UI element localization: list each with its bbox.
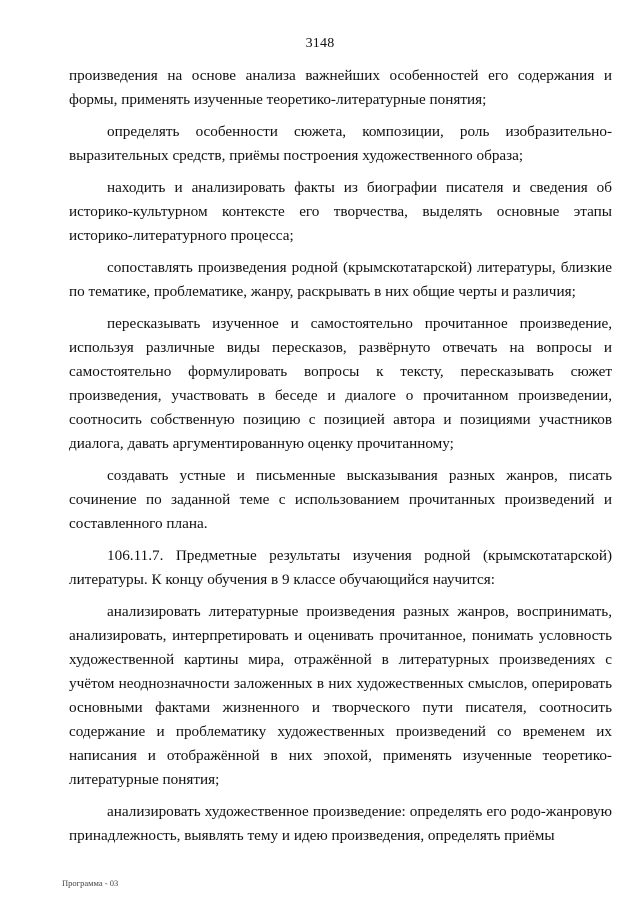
paragraph-compare-works: сопоставлять произведения родной (крымскотатарской) литературы, близкие по тематике, проблематике, жанру, раскрывать в них общие черты и различия;: [69, 259, 612, 300]
paragraph-continuation: произведения на основе анализа важнейших особенностей его содержания и формы, применять изученные теоретико-литературные понятия;: [69, 67, 612, 108]
paragraph-plot-composition: определять особенности сюжета, композиции, роль изобразительно-выразительных средств, приёмы построения художественного образа;: [69, 123, 612, 164]
paragraph-biography-facts: находить и анализировать факты из биографии писателя и сведения об историко-культурном контексте его творчества, выделять основные этапы историко-литературного процесса;: [69, 179, 612, 244]
paragraph-section-106-11-7: 106.11.7. Предметные результаты изучения родной (крымскотатарской) литературы. К концу обучения в 9 классе обучающийся научится:: [69, 547, 612, 588]
paragraph-writing: создавать устные и письменные высказывания разных жанров, писать сочинение по заданной теме с использованием прочитанных произведений и составленного плана.: [69, 467, 612, 532]
paragraph-analyze-genres: анализировать литературные произведения разных жанров, воспринимать, анализировать, интерпретировать и оценивать прочитанное, понимать условность художественной картины мира, отражённой в литературных произведениях с учётом неоднозначности заложенных в них художественных смыслов, оперировать основными фактами жизненного и творческого пути писателя, соотносить содержание и проблематику художественных произведений со временем их написания и отображённой в них эпохой, применять изученные теоретико-литературные понятия;: [69, 603, 612, 788]
paragraph-retelling: пересказывать изученное и самостоятельно прочитанное произведение, используя различные виды пересказов, развёрнуто отвечать на вопросы и самостоятельно формулировать вопросы к тексту, пересказывать сюжет произведения, участвовать в беседе и диалоге о прочитанном произведении, соотносить собственную позицию с позицией автора и позициями участников диалога, давать аргументированную оценку прочитанному;: [69, 315, 612, 452]
page-number: 3148: [305, 36, 335, 51]
paragraph-analyze-work: анализировать художественное произведение: определять его родо-жанровую принадлежность, выявлять тему и идею произведения, определять приёмы: [69, 803, 612, 844]
footer-program-label: Программа - 03: [62, 878, 119, 888]
document-body: [69, 64, 612, 856]
